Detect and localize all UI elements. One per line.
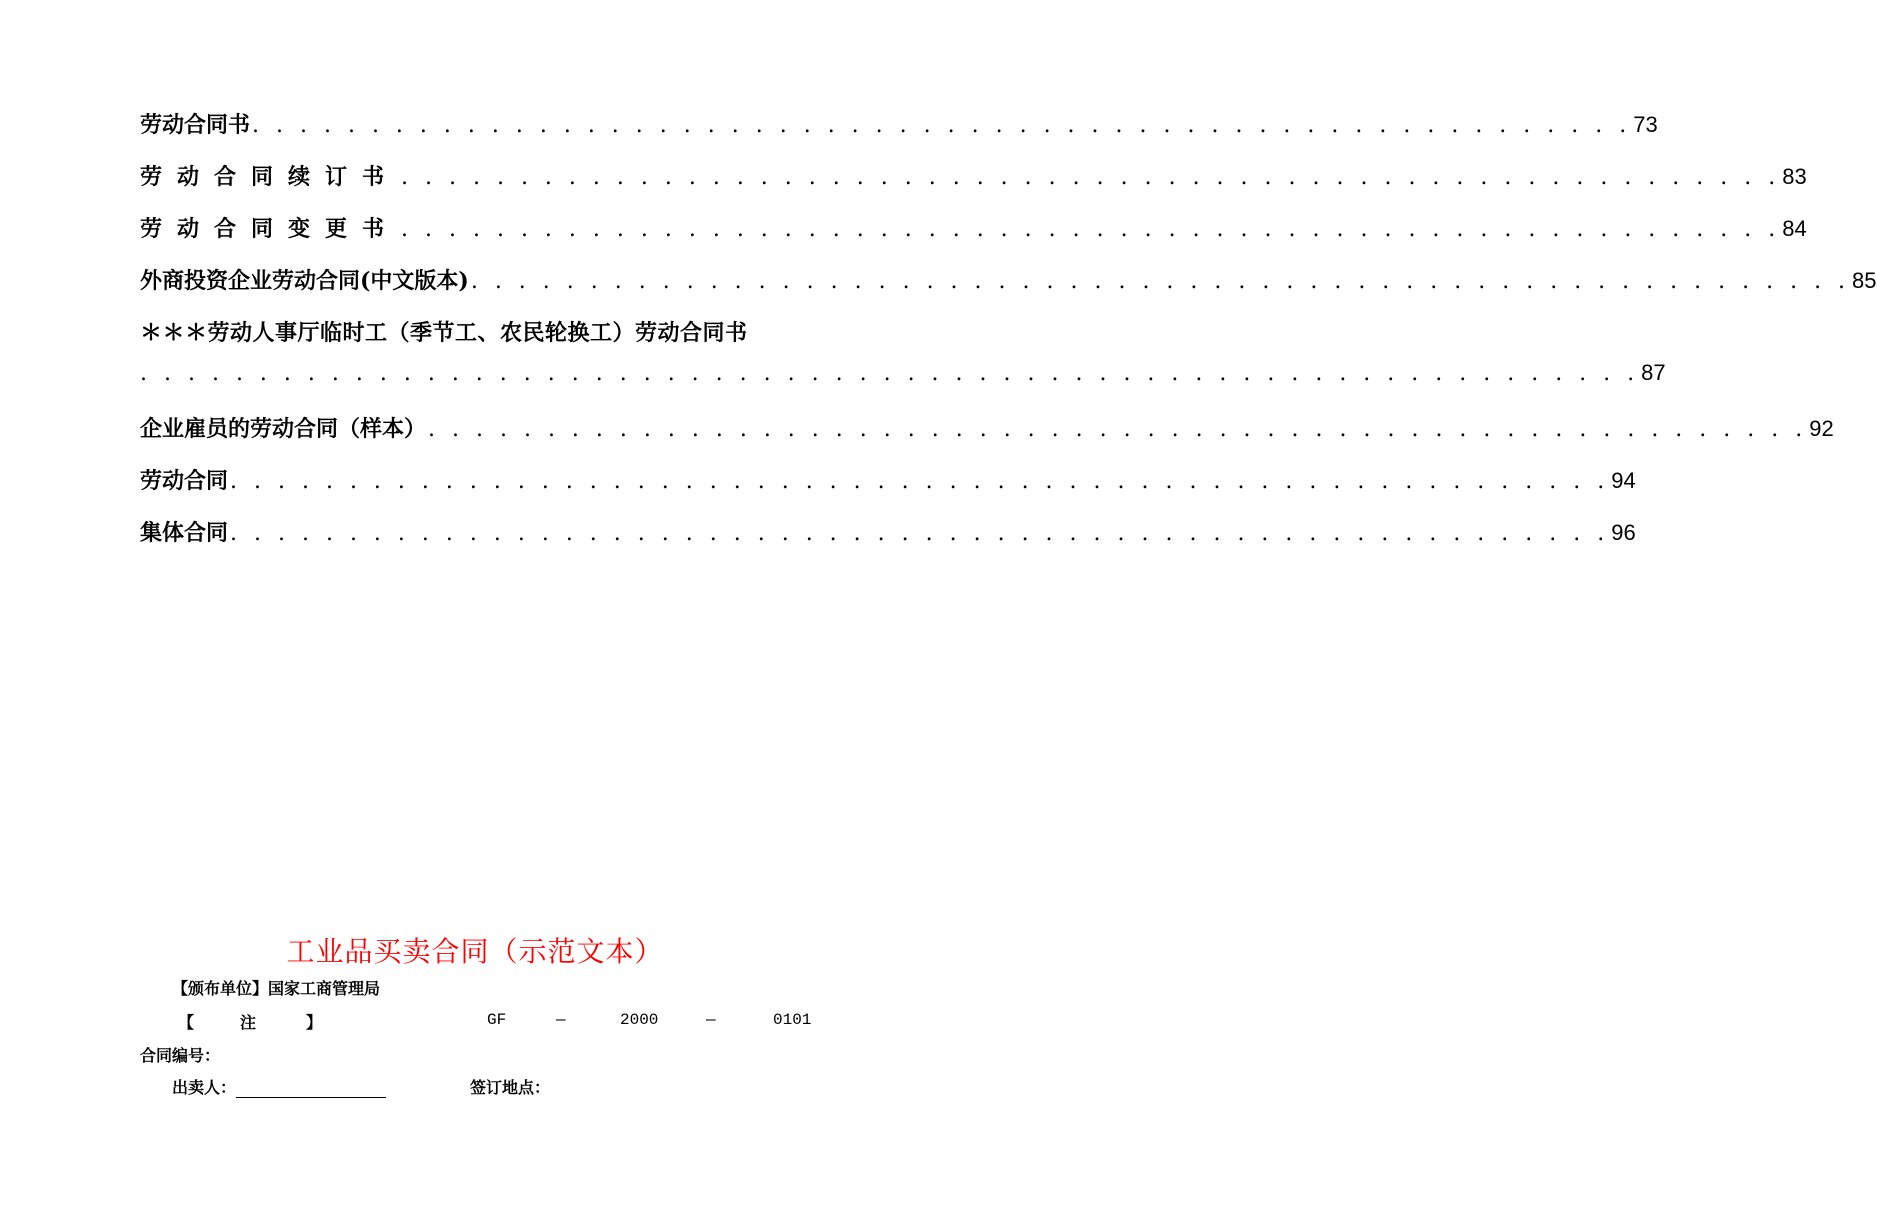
code-year: 2000	[620, 1011, 659, 1029]
toc-entry-page: 92	[1809, 416, 1834, 441]
toc-leader-dots: . . . . . . . . . . . . . . . . . . . . . . . . . . . . . . . . . . . . . . . . . . . . . . . . . . . . . . . . . .	[470, 269, 1851, 294]
code-number: 0101	[773, 1011, 812, 1029]
toc-entry[interactable]	[140, 264, 1877, 316]
table-of-contents	[140, 108, 1877, 568]
toc-entry-page: 94	[1611, 468, 1636, 493]
toc-entry-title: 集体合同	[140, 520, 229, 546]
toc-entry-page: 87	[1641, 360, 1666, 385]
sign-place-label: 签订地点：	[470, 1078, 551, 1097]
seller-label: 出卖人：	[172, 1078, 237, 1097]
contract-number-label: 合同编号：	[140, 1046, 221, 1065]
issuer-label: 【颁布单位】	[172, 979, 269, 998]
toc-leader-dots: . . . . . . . . . . . . . . . . . . . . . . . . . . . . . . . . . . . . . . . . . . . . . . . . . . . . . . . . . .	[230, 469, 1610, 494]
code-dash: —	[706, 1011, 716, 1029]
seller-line	[172, 1075, 386, 1098]
toc-entry-continuation[interactable]	[140, 360, 1666, 412]
toc-entry-title: 外商投资企业劳动合同(中文版本)	[140, 268, 469, 294]
toc-entry-title: 劳动合同续订书	[140, 164, 400, 190]
toc-entry-title: 企业雇员的劳动合同（样本）	[140, 416, 427, 442]
toc-entry-title: ＊＊＊劳动人事厅临时工（季节工、农民轮换工）劳动合同书	[140, 320, 748, 346]
note-close-bracket: 】	[306, 1013, 323, 1032]
toc-entry[interactable]	[140, 316, 810, 360]
toc-entry[interactable]	[140, 160, 1807, 212]
toc-entry[interactable]	[140, 516, 1636, 568]
toc-entry-title: 劳动合同变更书	[140, 216, 400, 242]
toc-entry-page: 73	[1633, 112, 1658, 137]
toc-entry-title: 劳动合同书	[140, 112, 251, 138]
code-dash: —	[556, 1011, 566, 1029]
toc-entry-page: 83	[1782, 164, 1807, 189]
toc-leader-dots: . . . . . . . . . . . . . . . . . . . . . . . . . . . . . . . . . . . . . . . . . . . . . . . . . . . . . . . . . .	[428, 417, 1808, 442]
toc-entry[interactable]	[140, 412, 1834, 464]
issuer-value: 国家工商管理局	[268, 979, 381, 998]
issuer-line	[172, 976, 380, 999]
toc-entry-page: 85	[1852, 268, 1877, 293]
note-label: 注	[240, 1013, 257, 1032]
toc-entry-page: 84	[1782, 216, 1807, 241]
toc-leader-dots: . . . . . . . . . . . . . . . . . . . . . . . . . . . . . . . . . . . . . . . . . . . . . . . . . . . . . . . . . . . . . . .	[140, 361, 1640, 386]
toc-leader-dots: . . . . . . . . . . . . . . . . . . . . . . . . . . . . . . . . . . . . . . . . . . . . . . . . . . . . . . . . . .	[401, 165, 1781, 190]
toc-leader-dots: . . . . . . . . . . . . . . . . . . . . . . . . . . . . . . . . . . . . . . . . . . . . . . . . . . . . . . . . . .	[401, 217, 1781, 242]
contract-title: 工业品买卖合同（示范文本）	[286, 935, 664, 968]
toc-entry[interactable]	[140, 464, 1636, 516]
toc-entry[interactable]	[140, 212, 1807, 264]
toc-entry-page: 96	[1611, 520, 1636, 545]
toc-leader-dots: . . . . . . . . . . . . . . . . . . . . . . . . . . . . . . . . . . . . . . . . . . . . . . . . . . . . . . . . . .	[252, 113, 1632, 138]
seller-blank[interactable]	[236, 1079, 386, 1098]
toc-entry[interactable]	[140, 108, 1658, 160]
note-open-bracket: 【	[178, 1013, 195, 1032]
toc-leader-dots: . . . . . . . . . . . . . . . . . . . . . . . . . . . . . . . . . . . . . . . . . . . . . . . . . . . . . . . . . .	[230, 521, 1610, 546]
code-prefix: GF	[487, 1011, 507, 1029]
toc-entry-title: 劳动合同	[140, 468, 229, 494]
